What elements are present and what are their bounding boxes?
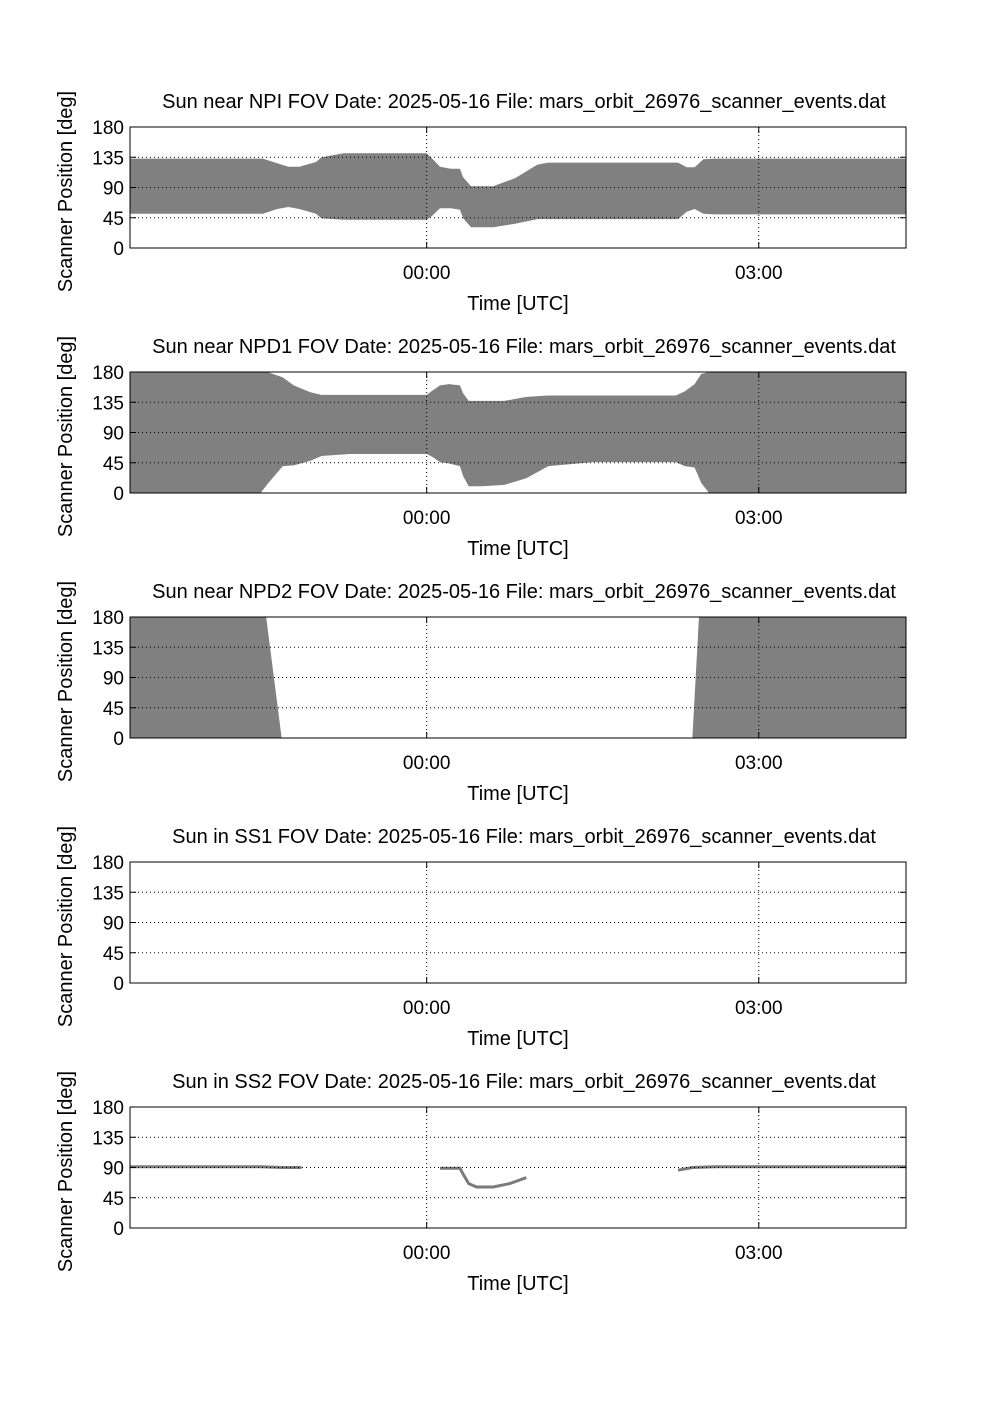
sun-track-1 <box>130 1167 302 1168</box>
panel-3 <box>55 581 906 805</box>
y-tick-label: 0 <box>113 1219 124 1240</box>
y-tick-label: 180 <box>92 853 124 874</box>
panel-title: Sun in SS1 FOV Date: 2025-05-16 File: mars_orbit_26976_scanner_events.dat <box>172 826 876 848</box>
y-tick-label: 135 <box>92 883 124 905</box>
y-tick-label: 90 <box>102 913 124 935</box>
y-axis-label: Scanner Position [deg] <box>55 90 77 293</box>
x-tick-label: 03:00 <box>734 508 783 529</box>
y-tick-label: 135 <box>92 393 124 415</box>
y-tick-label: 135 <box>92 148 124 170</box>
x-tick-label: 00:00 <box>402 753 451 774</box>
y-tick-label: 90 <box>102 668 124 690</box>
panel-title: Sun near NPI FOV Date: 2025-05-16 File: mars_orbit_26976_scanner_events.dat <box>162 91 886 113</box>
x-tick-label: 03:00 <box>734 753 783 774</box>
x-tick-label: 03:00 <box>734 263 783 284</box>
y-axis-label: Scanner Position [deg] <box>55 580 77 783</box>
y-tick-label: 90 <box>102 1158 124 1180</box>
panel-title: Sun near NPD2 FOV Date: 2025-05-16 File: mars_orbit_26976_scanner_events.dat <box>152 581 896 603</box>
y-axis-label: Scanner Position [deg] <box>55 1070 77 1273</box>
y-tick-label: 180 <box>92 608 124 629</box>
x-axis-label: Time [UTC] <box>467 538 569 560</box>
y-tick-label: 90 <box>102 178 124 200</box>
x-axis-label: Time [UTC] <box>467 1273 569 1295</box>
x-tick-label: 00:00 <box>402 998 451 1019</box>
x-tick-label: 00:00 <box>402 508 451 529</box>
y-tick-label: 45 <box>102 1188 124 1210</box>
x-tick-label: 00:00 <box>402 1243 451 1264</box>
x-axis-label: Time [UTC] <box>467 1028 569 1050</box>
y-tick-label: 0 <box>113 484 124 505</box>
y-tick-label: 180 <box>92 363 124 384</box>
y-tick-label: 0 <box>113 974 124 995</box>
sun-track-2 <box>440 1168 526 1187</box>
y-tick-label: 0 <box>113 239 124 260</box>
panel-1 <box>55 91 906 315</box>
panel-title: Sun near NPD1 FOV Date: 2025-05-16 File: mars_orbit_26976_scanner_events.dat <box>152 336 896 358</box>
y-tick-label: 135 <box>92 1128 124 1150</box>
y-tick-label: 45 <box>102 208 124 230</box>
fov-region-2 <box>692 617 906 738</box>
x-tick-label: 00:00 <box>402 263 451 284</box>
y-axis-label: Scanner Position [deg] <box>55 335 77 538</box>
panel-4 <box>55 826 906 1050</box>
x-axis-label: Time [UTC] <box>467 293 569 315</box>
y-tick-label: 135 <box>92 638 124 660</box>
y-tick-label: 45 <box>102 698 124 720</box>
y-tick-label: 90 <box>102 423 124 445</box>
sun-track-3 <box>678 1167 906 1170</box>
y-tick-label: 45 <box>102 943 124 965</box>
y-tick-label: 180 <box>92 1098 124 1119</box>
panel-title: Sun in SS2 FOV Date: 2025-05-16 File: mars_orbit_26976_scanner_events.dat <box>172 1071 876 1093</box>
y-tick-label: 180 <box>92 118 124 139</box>
x-axis-label: Time [UTC] <box>467 783 569 805</box>
panel-2 <box>55 336 906 560</box>
x-tick-label: 03:00 <box>734 998 783 1019</box>
y-axis-label: Scanner Position [deg] <box>55 825 77 1028</box>
fov-band <box>130 153 906 227</box>
panel-5 <box>55 1071 906 1295</box>
y-tick-label: 0 <box>113 729 124 750</box>
y-tick-label: 45 <box>102 453 124 475</box>
x-tick-label: 03:00 <box>734 1243 783 1264</box>
